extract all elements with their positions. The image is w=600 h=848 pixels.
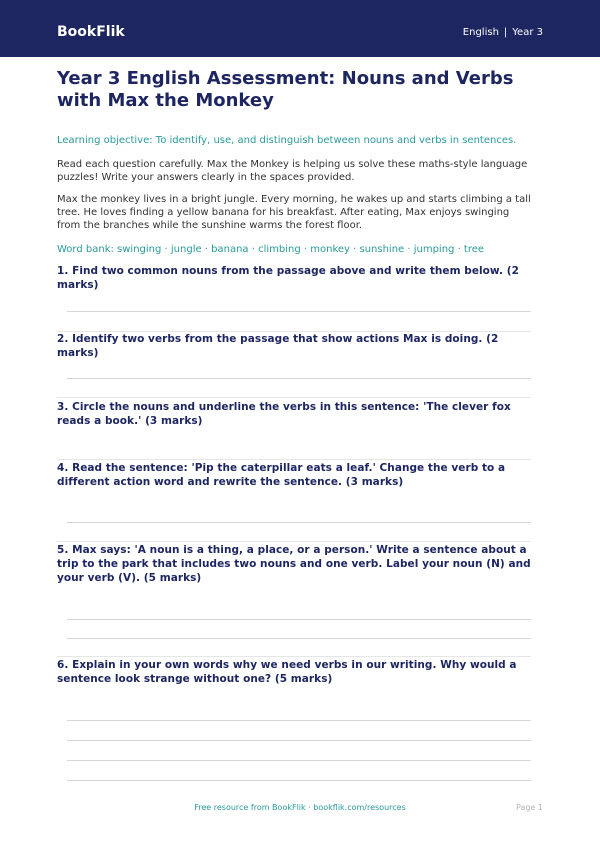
learning-objective: Learning objective: To identify, use, and distinguish between nouns and verbs in sentences. [57,135,517,146]
answer-line-6d[interactable] [67,780,531,781]
question-6-text: 6. Explain in your own words why we need verbs in our writing. Why would a sentence look strange without one? (5 marks) [57,659,517,685]
breadcrumb-year[interactable]: Year 3 [512,27,543,38]
question-1-text: 1. Find two common nouns from the passage above and write them below. (2 marks) [57,265,519,291]
breadcrumb-subject[interactable]: English [462,27,499,38]
brand-logo[interactable]: BookFlik [57,24,125,40]
question-5-text: 5. Max says: 'A noun is a thing, a place, or a person.' Write a sentence about a trip to the park that includes two nouns and one verb. Label your noun (N) and your verb (V). (5 marks) [57,544,531,584]
footer-link[interactable]: Free resource from BookFlik · bookflik.com/resources [194,803,406,812]
word-bank: Word bank: swinging · jungle · banana · climbing · monkey · sunshine · jumping · tree [57,244,485,255]
question-6 [57,658,531,686]
question-divider [57,541,531,542]
answer-line-5b[interactable] [67,638,531,639]
answer-line-6a[interactable] [67,720,531,721]
question-4-text: 4. Read the sentence: 'Pip the caterpillar eats a leaf.' Change the verb to a different action word and rewrite the sentence. (3 marks) [57,462,506,488]
answer-line-4a[interactable] [67,522,531,523]
question-1 [57,264,531,292]
instructions: Read each question carefully. Max the Monkey is helping us solve these maths-style language puzzles! Write your answers clearly in the spaces provided. [57,159,528,183]
answer-line-6b[interactable] [67,740,531,741]
reading-passage: Max the monkey lives in a bright jungle. Every morning, he wakes up and starts climbing a tall tree. He loves finding a yellow banana for his breakfast. After eating, Max enjoys swinging from the branches while the sunshine warms the forest floor. [57,194,531,231]
question-5 [57,543,531,585]
question-3-text: 3. Circle the nouns and underline the verbs in this sentence: 'The clever fox reads a book.' (3 marks) [57,401,511,427]
page-number: Page 1 [516,803,543,812]
page-title: Year 3 English Assessment: Nouns and Verbs with Max the Monkey [57,68,514,111]
header-bar [0,0,600,57]
question-divider [57,459,531,460]
question-2 [57,332,531,360]
question-4 [57,461,531,489]
answer-line-5a[interactable] [67,619,531,620]
answer-line-2a[interactable] [67,378,531,379]
breadcrumb-separator: | [503,27,508,38]
worksheet-intro [57,68,531,255]
breadcrumb [463,27,543,38]
answer-line-1a[interactable] [67,311,531,312]
answer-line-6c[interactable] [67,760,531,761]
question-divider [57,656,531,657]
question-divider [57,397,531,398]
question-2-text: 2. Identify two verbs from the passage that show actions Max is doing. (2 marks) [57,333,499,359]
question-3 [57,400,531,428]
